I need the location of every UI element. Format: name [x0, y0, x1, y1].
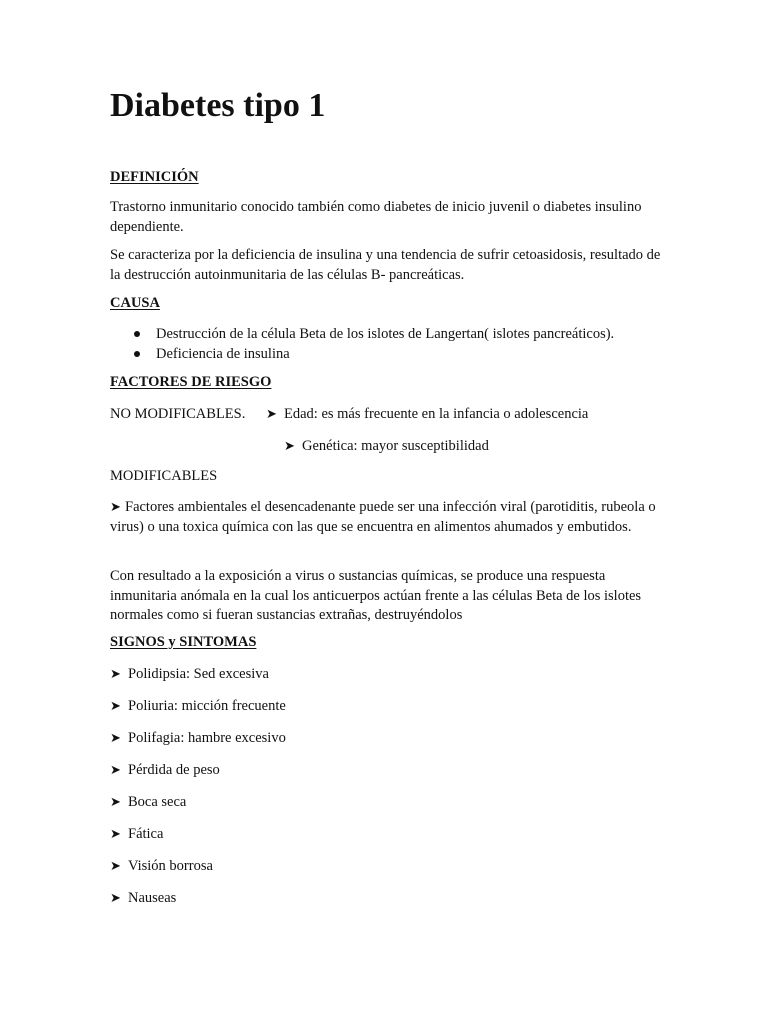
list-item — [110, 665, 269, 684]
no-modificables-item — [266, 405, 588, 424]
signo-text: Fática — [128, 826, 164, 842]
signo-text: Nauseas — [128, 890, 177, 906]
signo-text: Pérdida de peso — [128, 762, 220, 778]
arrow-bullet-icon: ➤ — [110, 827, 121, 842]
signo-text: Poliuria: micción frecuente — [128, 698, 286, 714]
signo-text: Polifagia: hambre excesivo — [128, 730, 286, 746]
list-item — [110, 324, 614, 344]
list-item — [110, 729, 286, 748]
arrow-bullet-icon: ➤ — [110, 500, 121, 515]
list-item — [110, 825, 163, 844]
list-item — [110, 793, 186, 812]
modificables-text: Factores ambientales el desencadenante puede ser una infección viral (parotiditis, rubeola o virus) o una toxica química con las que se encuentra en alimentos ahumados y embutidos. — [110, 499, 656, 535]
arrow-bullet-icon: ➤ — [266, 407, 277, 422]
signo-text: Polidipsia: Sed excesiva — [128, 666, 269, 682]
list-item — [110, 857, 213, 876]
no-modificables-label: NO MODIFICABLES. — [110, 406, 246, 422]
definicion-paragraph-1: Trastorno inmunitario conocido también como diabetes de inicio juvenil o diabetes insulino dependiente. — [110, 199, 642, 235]
heading-causa: CAUSA — [110, 295, 160, 311]
list-item — [110, 889, 176, 908]
heading-definicion: DEFINICIÓN — [110, 169, 199, 185]
arrow-bullet-icon: ➤ — [110, 859, 121, 874]
list-item — [110, 761, 220, 780]
arrow-bullet-icon: ➤ — [110, 795, 121, 810]
arrow-bullet-icon: ➤ — [110, 891, 121, 906]
list-item — [110, 344, 614, 364]
heading-signos-y-sintomas: SIGNOS y SINTOMAS — [110, 634, 257, 650]
arrow-bullet-icon: ➤ — [110, 699, 121, 714]
no-modificables-item-text: Genética: mayor susceptibilidad — [302, 438, 489, 454]
arrow-bullet-icon: ➤ — [284, 439, 295, 454]
heading-factores-de-riesgo: FACTORES DE RIESGO — [110, 374, 272, 390]
resultado-paragraph: Con resultado a la exposición a virus o sustancias químicas, se produce una respuesta inmunitaria anómala en la cual los anticuerpos actúan frente a las células Beta de los islotes normales como si fueran sustancias extrañas, destruyéndolos — [110, 568, 642, 623]
no-modificables-item-text: Edad: es más frecuente en la infancia o adolescencia — [284, 406, 589, 422]
arrow-bullet-icon: ➤ — [110, 763, 121, 778]
modificables-paragraph — [110, 498, 670, 537]
no-modificables-item — [284, 437, 489, 456]
list-item — [110, 697, 286, 716]
causa-list — [110, 324, 614, 364]
bullet-dot-icon — [134, 351, 140, 357]
causa-item-text: Destrucción de la célula Beta de los islotes de Langertan( islotes pancreáticos). — [156, 326, 615, 342]
definicion-paragraph-2: Se caracteriza por la deficiencia de insulina y una tendencia de sufrir cetoasidosis, resultado de la destrucción autoinmunitaria de las células B- pancreáticas. — [110, 247, 661, 283]
document-title: Diabetes tipo 1 — [110, 87, 326, 124]
signo-text: Boca seca — [128, 794, 187, 810]
arrow-bullet-icon: ➤ — [110, 731, 121, 746]
arrow-bullet-icon: ➤ — [110, 667, 121, 682]
signo-text: Visión borrosa — [128, 858, 213, 874]
bullet-dot-icon — [134, 331, 140, 337]
modificables-label: MODIFICABLES — [110, 468, 218, 484]
causa-item-text: Deficiencia de insulina — [156, 346, 290, 362]
